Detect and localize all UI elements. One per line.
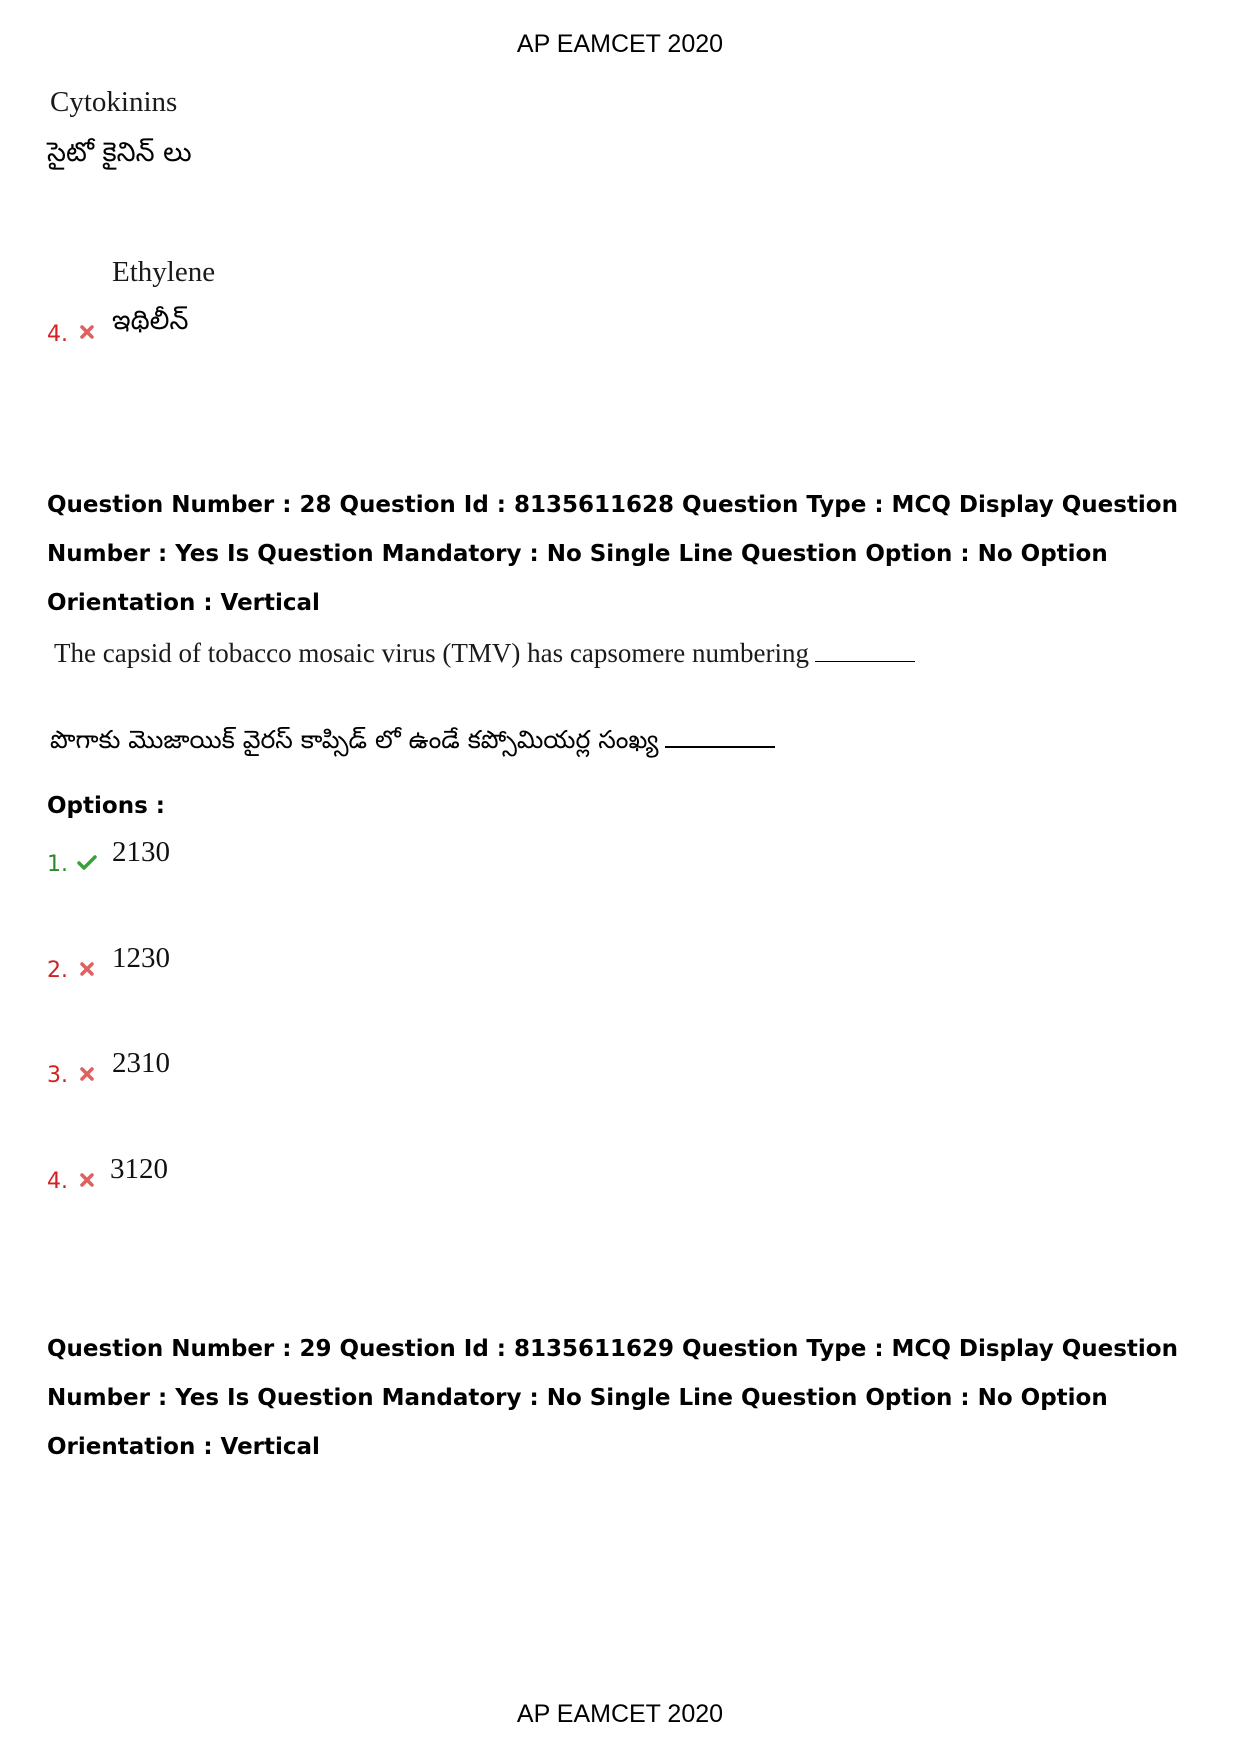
question-28-english-text: The capsid of tobacco mosaic virus (TMV) has capsomere numbering [54, 638, 810, 668]
prev-option-3-english: Cytokinins [50, 86, 178, 118]
option-4-number: 4. [47, 1169, 68, 1194]
prev-option-3-telugu: సైటో కైనిన్ లు [47, 137, 192, 168]
correct-check-icon [77, 855, 97, 871]
answer-blank-telugu [665, 745, 775, 748]
prev-option-4-english: Ethylene [112, 256, 216, 288]
prev-option-4-telugu: ఇథిలీన్ [112, 305, 189, 336]
option-1-number: 1. [47, 852, 68, 877]
wrong-mark-icon [79, 1066, 95, 1082]
wrong-mark-icon [79, 961, 95, 977]
option-1-value: 2130 [112, 836, 170, 868]
wrong-mark-icon [79, 324, 95, 340]
option-4-value: 3120 [110, 1153, 168, 1185]
question-29-meta: Question Number : 29 Question Id : 8135611629 Question Type : MCQ Display Question Number : Yes Is Question Mandatory : No Single Line Question Option : No Option Orientation : Vertical [47, 1336, 1178, 1460]
prev-option-4-number: 4. [47, 322, 68, 347]
question-28-meta: Question Number : 28 Question Id : 8135611628 Question Type : MCQ Display Question Number : Yes Is Question Mandatory : No Single Line Question Option : No Option Orientation : Vertical [47, 492, 1178, 616]
option-2-number: 2. [47, 958, 68, 983]
question-28-telugu-text: పొగాకు మొజాయిక్ వైరస్ కాప్సిడ్ లో ఉండే కప్సోమియర్ల సంఖ్య [50, 725, 659, 754]
option-3-number: 3. [47, 1063, 68, 1088]
wrong-mark-icon [79, 1172, 95, 1188]
question-28-telugu [50, 725, 775, 761]
options-label: Options : [47, 793, 165, 819]
answer-blank [815, 660, 915, 662]
page-footer: AP EAMCET 2020 [516, 1700, 724, 1728]
option-2-value: 1230 [112, 942, 170, 974]
question-28-english [54, 638, 915, 669]
page-header: AP EAMCET 2020 [516, 30, 724, 58]
option-3-value: 2310 [112, 1047, 170, 1079]
